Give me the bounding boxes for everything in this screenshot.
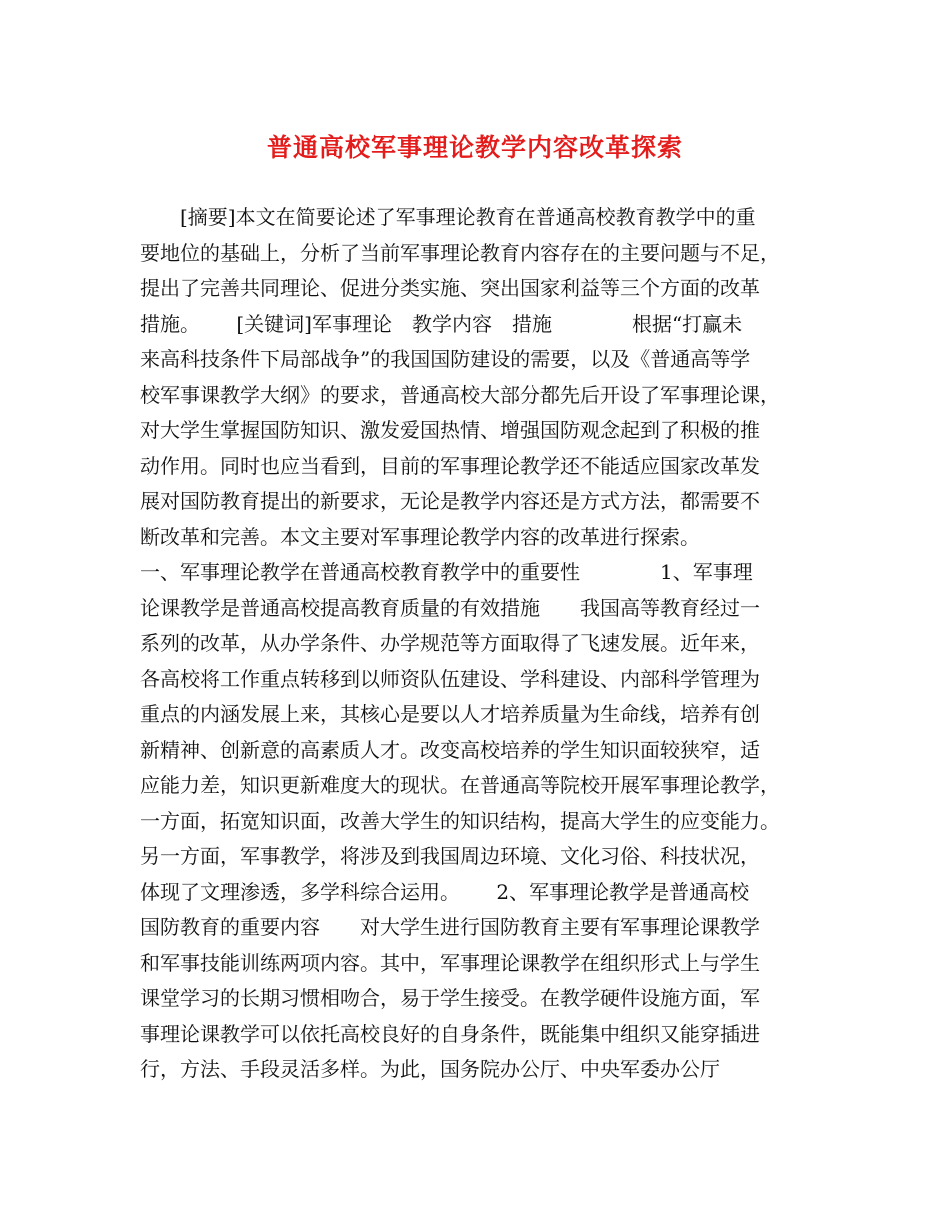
body-text-line: 事理论课教学可以依托高校良好的自身条件，既能集中组织又能穿插进	[140, 1021, 760, 1046]
body-text-line: [摘要]本文在简要论述了军事理论教育在普通高校教育教学中的重	[140, 205, 756, 229]
body-text-line: 行，方法、手段灵活多样。为此，国务院办公厅、中央军委办公厅	[140, 1057, 720, 1081]
body-text-line: 应能力差，知识更新难度大的现状。在普通高等院校开展军事理论教学，	[140, 773, 780, 797]
body-text-line: 对大学生掌握国防知识、激发爱国热情、增强国防观念起到了积极的推	[140, 418, 760, 442]
body-text-line: 课堂学习的长期习惯相吻合，易于学生接受。在教学硬件设施方面，军	[140, 986, 760, 1010]
body-text-line: 要地位的基础上，分析了当前军事理论教育内容存在的主要问题与不足，	[140, 240, 780, 265]
body-text-line: 一、军事理论教学在普通高校教育教学中的重要性 1、军事理	[140, 560, 753, 584]
body-text-line: 来高科技条件下局部战争”的我国国防建设的需要，以及《普通高等学	[140, 347, 751, 371]
body-text-line: 体现了文理渗透，多学科综合运用。 2、军事理论教学是普通高校	[140, 879, 750, 904]
body-text-line: 校军事课教学大纲》的要求，普通高校大部分都先后开设了军事理论课，	[140, 382, 780, 407]
document-title: 普通高校军事理论教学内容改革探索	[266, 133, 683, 162]
body-text-line: 动作用。同时也应当看到，目前的军事理论教学还不能适应国家改革发	[140, 453, 760, 478]
body-text-line: 断改革和完善。本文主要对军事理论教学内容的改革进行探索。	[140, 524, 700, 549]
body-text-line: 另一方面，军事教学，将涉及到我国周边环境、文化习俗、科技状况，	[140, 844, 760, 868]
body-text-line: 论课教学是普通高校提高教育质量的有效措施 我国高等教育经过一	[140, 595, 760, 620]
body-text-line: 各高校将工作重点转移到以师资队伍建设、学科建设、内部科学管理为	[140, 666, 760, 691]
body-text-line: 和军事技能训练两项内容。其中，军事理论课教学在组织形式上与学生	[140, 950, 760, 975]
body-text-line: 系列的改革，从办学条件、办学规范等方面取得了飞速发展。近年来，	[140, 631, 760, 655]
body-text-line: 新精神、创新意的高素质人才。改变高校培养的学生知识面较狭窄，适	[140, 737, 760, 762]
body-text-line: 展对国防教育提出的新要求，无论是教学内容还是方式方法，都需要不	[140, 489, 760, 513]
body-text-line: 一方面，拓宽知识面，改善大学生的知识结构，提高大学生的应变能力。	[140, 808, 780, 833]
body-text-line: 措施。 [关键词]军事理论 教学内容 措施 根据“打赢未	[140, 311, 743, 336]
body-text-line: 提出了完善共同理论、促进分类实施、突出国家利益等三个方面的改革	[140, 276, 760, 300]
body-text-line: 国防教育的重要内容 对大学生进行国防教育主要有军事理论课教学	[140, 915, 760, 939]
document-body	[140, 200, 820, 1088]
body-text-line: 重点的内涵发展上来，其核心是要以人才培养质量为生命线，培养有创	[140, 702, 760, 726]
